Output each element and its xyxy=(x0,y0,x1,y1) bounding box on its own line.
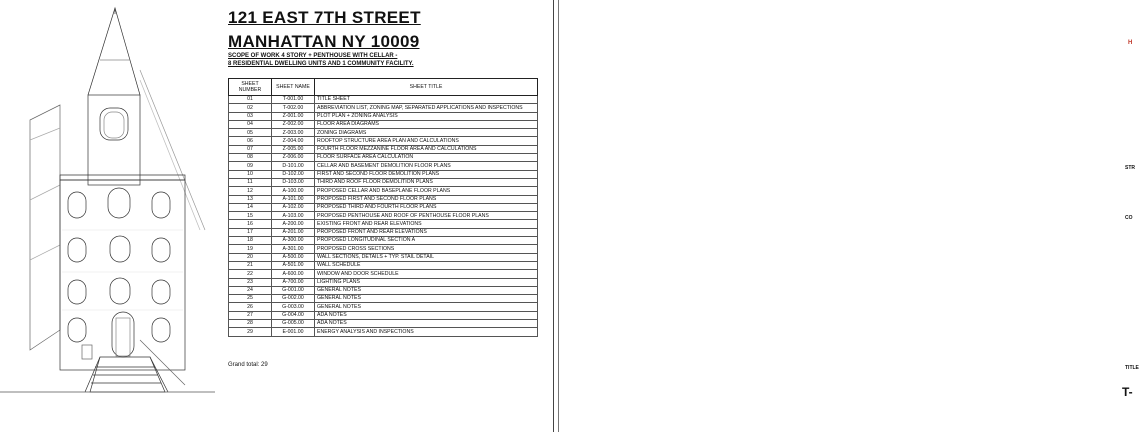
table-row xyxy=(229,237,538,245)
table-header-row xyxy=(229,79,538,96)
sheet-number-cell: 06 xyxy=(229,137,272,145)
sheet-number-cell: 17 xyxy=(229,228,272,236)
table-row xyxy=(229,112,538,120)
sheet-border xyxy=(553,0,554,432)
table-row xyxy=(229,178,538,186)
table-row xyxy=(229,187,538,195)
sheet-id: T- xyxy=(1122,385,1133,399)
sheet-name-cell: A-300.00 xyxy=(272,237,315,245)
scope-line1: SCOPE OF WORK 4 STORY + PENTHOUSE WITH CELLAR - xyxy=(228,53,398,59)
sheet-name-cell: G-003.00 xyxy=(272,303,315,311)
sheet-title-cell: PROPOSED LONGITUDINAL SECTION A xyxy=(315,237,538,245)
table-row xyxy=(229,137,538,145)
sheet-number-cell: 27 xyxy=(229,311,272,319)
sheet-title-cell: PROPOSED CROSS SECTIONS xyxy=(315,245,538,253)
table-row xyxy=(229,212,538,220)
sheet-name-cell: A-102.00 xyxy=(272,203,315,211)
sheet-number-cell: 07 xyxy=(229,145,272,153)
sheet-title-cell: PROPOSED PENTHOUSE AND ROOF OF PENTHOUSE FLOOR PLANS xyxy=(315,212,538,220)
sheet-title-cell: EXISTING FRONT AND REAR ELEVATIONS xyxy=(315,220,538,228)
sheet-title-cell: GENERAL NOTES xyxy=(315,286,538,294)
table-row xyxy=(229,220,538,228)
sheet-title-cell: ADA NOTES xyxy=(315,320,538,328)
sheet-number-cell: 26 xyxy=(229,303,272,311)
sheet-number-cell: 10 xyxy=(229,170,272,178)
sheet-title-cell: FLOOR AREA DIAGRAMS xyxy=(315,120,538,128)
sheet-name-cell: A-200.00 xyxy=(272,220,315,228)
sheet-number-cell: 13 xyxy=(229,195,272,203)
sheet-number-cell: 19 xyxy=(229,245,272,253)
sheet-name-cell: A-103.00 xyxy=(272,212,315,220)
sheet-title-cell: PROPOSED FRONT AND REAR ELEVATIONS xyxy=(315,228,538,236)
sheet-name-cell: G-004.00 xyxy=(272,311,315,319)
project-address-line2: MANHATTAN NY 10009 xyxy=(228,32,420,51)
table-row xyxy=(229,170,538,178)
sheet-number-cell: 23 xyxy=(229,278,272,286)
sheet-number-cell: 08 xyxy=(229,154,272,162)
sheet-title-cell: WALL SCHEDULE xyxy=(315,261,538,269)
table-row xyxy=(229,311,538,319)
sheet-number-cell: 14 xyxy=(229,203,272,211)
sheet-number-cell: 20 xyxy=(229,253,272,261)
sheet-name-cell: A-201.00 xyxy=(272,228,315,236)
scope-line2: 8 RESIDENTIAL DWELLING UNITS AND 1 COMMUNITY FACILITY. xyxy=(228,60,414,67)
sheet-name-cell: D-102.00 xyxy=(272,170,315,178)
sheet-title-cell: WALL SECTIONS, DETAILS + TYP. STAIL DETAIL xyxy=(315,253,538,261)
sheet-number-cell: 15 xyxy=(229,212,272,220)
col-sheet-title: SHEET TITLE xyxy=(315,79,538,96)
sheet-name-cell: Z-004.00 xyxy=(272,137,315,145)
table-row xyxy=(229,195,538,203)
sheet-name-cell: T-001.00 xyxy=(272,96,315,104)
sheet-number-cell: 05 xyxy=(229,129,272,137)
sheet-number-cell: 25 xyxy=(229,295,272,303)
building-elevation-drawing xyxy=(0,0,215,400)
sheet-name-cell: A-301.00 xyxy=(272,245,315,253)
sheet-title-cell: ZONING DIAGRAMS xyxy=(315,129,538,137)
sheet-number-cell: 11 xyxy=(229,178,272,186)
sheet-number-cell: 21 xyxy=(229,261,272,269)
sheet-title-cell: ROOFTOP STRUCTURE AREA PLAN AND CALCULATIONS xyxy=(315,137,538,145)
table-row xyxy=(229,104,538,112)
sheet-title-cell: FOURTH FLOOR MEZZANINE FLOOR AREA AND CALCULATIONS xyxy=(315,145,538,153)
sheet-number-cell: 03 xyxy=(229,112,272,120)
sheet-title-cell: TITLE SHEET xyxy=(315,96,538,104)
sheet-name-cell: G-002.00 xyxy=(272,295,315,303)
sheet-name-cell: Z-001.00 xyxy=(272,112,315,120)
grand-total: Grand total: 29 xyxy=(228,362,268,368)
table-row xyxy=(229,129,538,137)
table-row xyxy=(229,328,538,336)
sheet-title-cell: ABBREVIATION LIST, ZONING MAP, SEPARATED APPLICATIONS AND INSPECTIONS xyxy=(315,104,538,112)
sheet-name-cell: D-103.00 xyxy=(272,178,315,186)
sheet-number-cell: 16 xyxy=(229,220,272,228)
sheet-name-cell: E-001.00 xyxy=(272,328,315,336)
sheet-name-cell: A-500.00 xyxy=(272,253,315,261)
table-row xyxy=(229,96,538,104)
table-row xyxy=(229,320,538,328)
sheet-title-cell: PROPOSED THIRD AND FOURTH FLOOR PLANS xyxy=(315,203,538,211)
table-row xyxy=(229,261,538,269)
sheet-number-cell: 29 xyxy=(229,328,272,336)
sheet-title-cell: PROPOSED CELLAR AND BASEPLANE FLOOR PLANS xyxy=(315,187,538,195)
sheet-title-cell: THIRD AND ROOF FLOOR DEMOLITION PLANS xyxy=(315,178,538,186)
sheet-name-cell: Z-005.00 xyxy=(272,145,315,153)
scope-of-work xyxy=(228,53,528,68)
sheet-name-cell: A-700.00 xyxy=(272,278,315,286)
sheet-name-cell: Z-002.00 xyxy=(272,120,315,128)
title-block-label-3: TITLE xyxy=(1125,365,1139,371)
sheet-title-cell: LIGHTING PLANS xyxy=(315,278,538,286)
sheet-title-cell: GENERAL NOTES xyxy=(315,295,538,303)
title-block-label-2: CO xyxy=(1125,215,1133,221)
sheet-name-cell: G-005.00 xyxy=(272,320,315,328)
table-row xyxy=(229,245,538,253)
table-row xyxy=(229,228,538,236)
sheet-number-cell: 04 xyxy=(229,120,272,128)
sheet-number-cell: 22 xyxy=(229,270,272,278)
sheet-number-cell: 24 xyxy=(229,286,272,294)
sheet-name-cell: T-002.00 xyxy=(272,104,315,112)
table-row xyxy=(229,120,538,128)
table-row xyxy=(229,203,538,211)
sheet-number-cell: 28 xyxy=(229,320,272,328)
table-row xyxy=(229,162,538,170)
sheet-title-cell: FLOOR SURFACE AREA CALCULATION xyxy=(315,154,538,162)
sheet-name-cell: Z-006.00 xyxy=(272,154,315,162)
sheet-number-cell: 18 xyxy=(229,237,272,245)
sheet-title-cell: ENERGY ANALYSIS AND INSPECTIONS xyxy=(315,328,538,336)
table-row xyxy=(229,286,538,294)
sheet-name-cell: A-100.00 xyxy=(272,187,315,195)
sheet-table-body xyxy=(229,96,538,337)
sheet-name-cell: A-101.00 xyxy=(272,195,315,203)
sheet-number-cell: 12 xyxy=(229,187,272,195)
sheet-name-cell: G-001.00 xyxy=(272,286,315,294)
project-address-line1: 121 EAST 7TH STREET xyxy=(228,8,421,27)
table-row xyxy=(229,270,538,278)
table-row xyxy=(229,303,538,311)
sheet-title-cell: PROPOSED FIRST AND SECOND FLOOR PLANS xyxy=(315,195,538,203)
sheet-title-cell: ADA NOTES xyxy=(315,311,538,319)
sheet-name-cell: A-501.00 xyxy=(272,261,315,269)
sheet-title-cell: WINDOW AND DOOR SCHEDULE xyxy=(315,270,538,278)
title-block-label-1: STR xyxy=(1125,165,1135,171)
sheet-title-cell: GENERAL NOTES xyxy=(315,303,538,311)
col-sheet-name: SHEET NAME xyxy=(272,79,315,96)
sheet-name-cell: Z-003.00 xyxy=(272,129,315,137)
sheet-title-cell: PLOT PLAN + ZONING ANALYSIS xyxy=(315,112,538,120)
sheet-title-cell: CELLAR AND BASEMENT DEMOLITION FLOOR PLANS xyxy=(315,162,538,170)
sheet-name-cell: D-101.00 xyxy=(272,162,315,170)
sheet-number-cell: 02 xyxy=(229,104,272,112)
table-row xyxy=(229,154,538,162)
sheet-index-table xyxy=(228,78,538,337)
sheet-name-cell: A-600.00 xyxy=(272,270,315,278)
title-block xyxy=(560,0,1139,432)
table-row xyxy=(229,145,538,153)
sheet-number-cell: 01 xyxy=(229,96,272,104)
sheet-title-cell: FIRST AND SECOND FLOOR DEMOLITION PLANS xyxy=(315,170,538,178)
table-row xyxy=(229,278,538,286)
col-sheet-number: SHEET NUMBER xyxy=(229,79,272,96)
sheet-number-cell: 09 xyxy=(229,162,272,170)
title-block-border xyxy=(558,0,559,432)
table-row xyxy=(229,253,538,261)
firm-logo: H xyxy=(1128,40,1133,46)
table-row xyxy=(229,295,538,303)
